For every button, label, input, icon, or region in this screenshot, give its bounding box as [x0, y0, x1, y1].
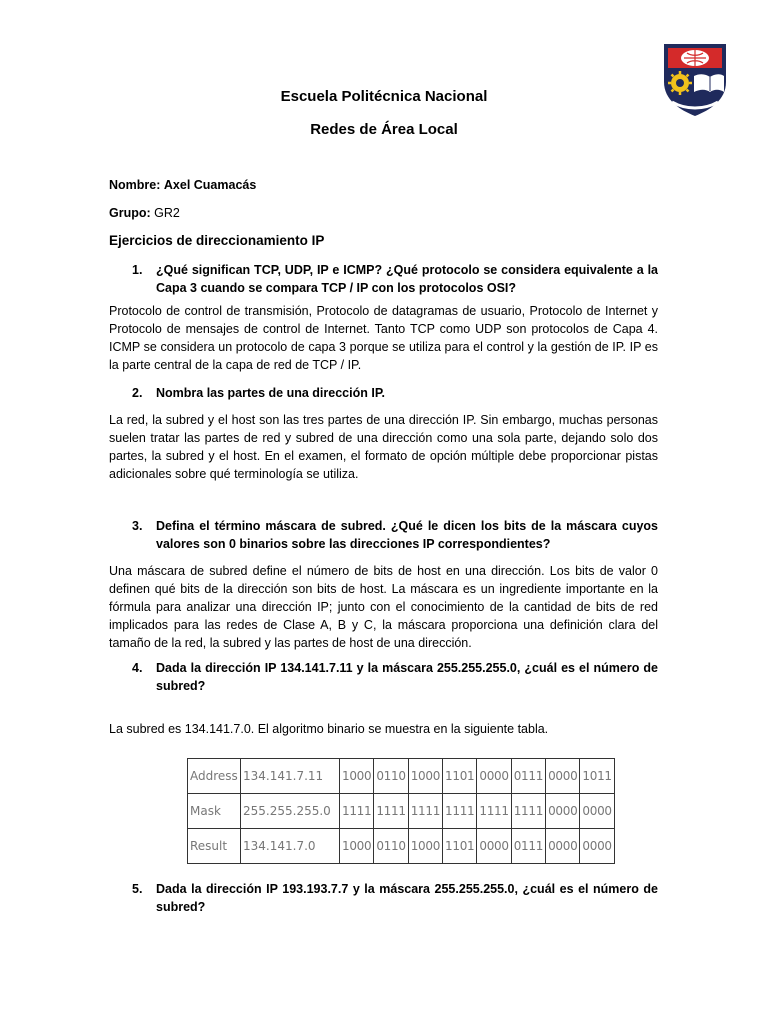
course-title: Redes de Área Local [310, 121, 458, 138]
question-number: 1. [132, 263, 143, 277]
student-group-line [109, 206, 180, 220]
binary-cell: 0000 [546, 829, 580, 864]
question-number: 3. [132, 519, 143, 533]
binary-cell: 1111 [374, 794, 408, 829]
answer-2: La red, la subred y el host son las tres partes de una dirección IP. Sin embargo, muchas personas suelen tratar las partes de red y subred de una dirección como una sola parte, dejando solo dos partes, la subred y el host. En el examen, el formato de opción múltiple debe proporcionar pistas adicionales sobre qué terminología se utiliza. [109, 413, 658, 481]
university-crest-icon [658, 40, 732, 120]
question-number: 5. [132, 882, 143, 896]
question-4 [132, 659, 658, 695]
binary-table [187, 758, 615, 864]
question-text: Dada la dirección IP 134.141.7.11 y la máscara 255.255.255.0, ¿cuál es el número de subred? [156, 661, 658, 693]
section-title: Ejercicios de direccionamiento IP [109, 233, 325, 248]
binary-cell: 0110 [374, 759, 408, 794]
student-name-line [109, 178, 256, 192]
student-group: GR2 [154, 206, 180, 220]
table-row [188, 759, 615, 794]
question-text: Nombra las partes de una dirección IP. [156, 386, 386, 400]
row-value: 134.141.7.0 [241, 829, 340, 864]
binary-cell: 1111 [443, 794, 477, 829]
question-number: 4. [132, 661, 143, 675]
binary-cell: 1111 [340, 794, 374, 829]
table-row [188, 829, 615, 864]
answer-3: Una máscara de subred define el número de bits de host en una dirección. Los bits de valor 0 definen qué bits de la dirección son bits de host. La máscara es un ingrediente importante en la fórmula para analizar una dirección IP; junto con el conocimiento de la cantidad de bits de red implicados para las redes de Clase A, B y C, la máscara proporciona una definición clara del tamaño de la red, la subred y las partes de host de una dirección. [109, 564, 658, 650]
question-number: 2. [132, 386, 143, 400]
binary-cell: 0000 [477, 829, 511, 864]
question-2 [132, 384, 658, 402]
binary-cell: 1111 [477, 794, 511, 829]
binary-cell: 1000 [408, 829, 442, 864]
binary-cell: 0111 [511, 829, 545, 864]
question-text: Defina el término máscara de subred. ¿Qué le dicen los bits de la máscara cuyos valores son 0 binarios sobre las direcciones IP correspondientes? [156, 519, 658, 551]
binary-cell: 1000 [340, 829, 374, 864]
name-label: Nombre: [109, 178, 161, 192]
binary-cell: 0000 [546, 759, 580, 794]
row-label: Result [188, 829, 241, 864]
institution-title: Escuela Politécnica Nacional [280, 88, 488, 105]
group-label: Grupo: [109, 206, 151, 220]
answer-1: Protocolo de control de transmisión, Protocolo de datagramas de usuario, Protocolo de Internet y Protocolo de mensajes de control de Internet. Tanto TCP como UDP son protocolos de Capa 4. ICMP se considera un protocolo de capa 3 porque se utiliza para el control y la gestión de IP. IP es la parte central de la capa de red de TCP / IP. [109, 304, 658, 372]
row-value: 255.255.255.0 [241, 794, 340, 829]
answer-4: La subred es 134.141.7.0. El algoritmo binario se muestra en la siguiente tabla. [109, 722, 549, 736]
binary-cell: 0000 [477, 759, 511, 794]
question-3 [132, 517, 658, 553]
table-row [188, 794, 615, 829]
row-label: Address [188, 759, 241, 794]
binary-cell: 0000 [580, 794, 614, 829]
binary-cell: 1101 [443, 829, 477, 864]
row-value: 134.141.7.11 [241, 759, 340, 794]
student-name: Axel Cuamacás [163, 178, 257, 192]
binary-cell: 0000 [580, 829, 614, 864]
binary-cell: 1111 [408, 794, 442, 829]
question-1 [132, 261, 658, 297]
binary-cell: 1111 [511, 794, 545, 829]
question-text: Dada la dirección IP 193.193.7.7 y la máscara 255.255.255.0, ¿cuál es el número de subred? [156, 882, 658, 914]
binary-cell: 0111 [511, 759, 545, 794]
question-text: ¿Qué significan TCP, UDP, IP e ICMP? ¿Qué protocolo se considera equivalente a la Capa 3 cuando se compara TCP / IP con los protocolos OSI? [156, 263, 658, 295]
binary-cell: 1011 [580, 759, 614, 794]
row-label: Mask [188, 794, 241, 829]
binary-cell: 0110 [374, 829, 408, 864]
binary-cell: 0000 [546, 794, 580, 829]
binary-cell: 1101 [443, 759, 477, 794]
question-5 [132, 880, 658, 916]
binary-cell: 1000 [408, 759, 442, 794]
binary-cell: 1000 [340, 759, 374, 794]
